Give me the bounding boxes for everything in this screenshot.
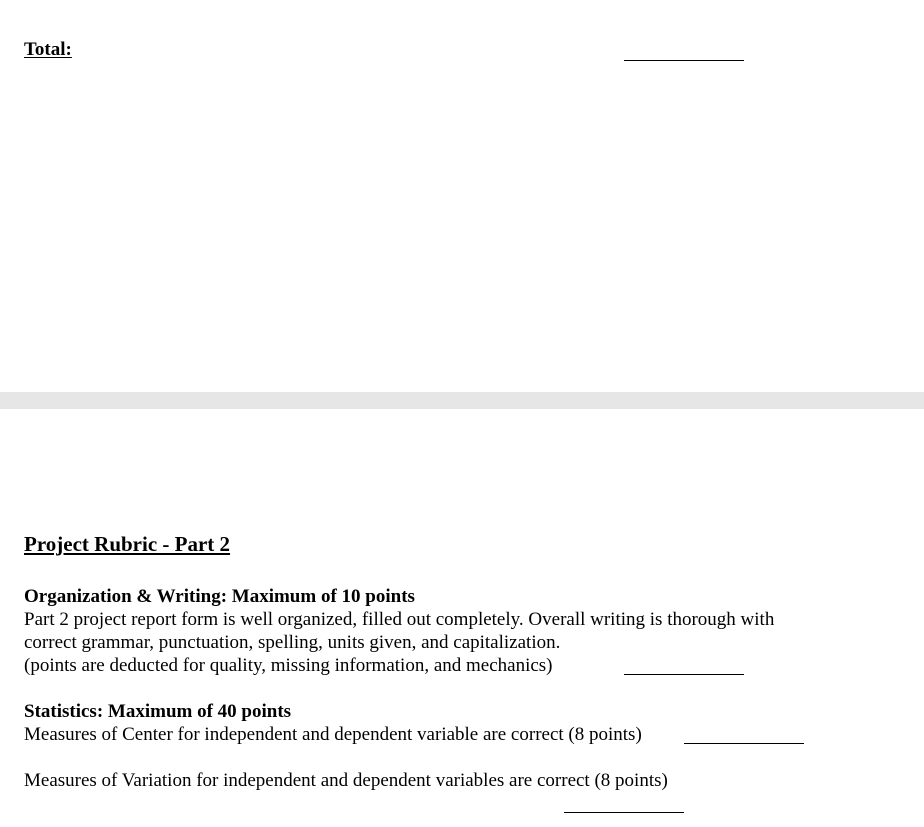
organization-description-line-1: Part 2 project report form is well organized, filled out completely. Overall writing is thorough with [24, 609, 775, 630]
measures-of-center-criterion: Measures of Center for independent and dependent variable are correct (8 points) [24, 724, 642, 745]
document-page-top [0, 0, 924, 392]
total-label: Total: [24, 39, 72, 60]
page-separator [0, 392, 924, 409]
organization-deduction-note: (points are deducted for quality, missing information, and mechanics) [24, 655, 553, 676]
organization-heading: Organization & Writing: Maximum of 10 points [24, 586, 415, 607]
measures-of-variation-score-blank[interactable] [564, 812, 684, 813]
organization-score-blank[interactable] [624, 674, 744, 675]
measures-of-center-score-blank[interactable] [684, 743, 804, 744]
organization-description-line-2: correct grammar, punctuation, spelling, units given, and capitalization. [24, 632, 561, 653]
rubric-title: Project Rubric - Part 2 [24, 532, 231, 556]
statistics-heading: Statistics: Maximum of 40 points [24, 701, 292, 722]
measures-of-variation-criterion: Measures of Variation for independent and dependent variables are correct (8 points) [24, 770, 668, 791]
total-score-blank[interactable] [624, 60, 744, 61]
